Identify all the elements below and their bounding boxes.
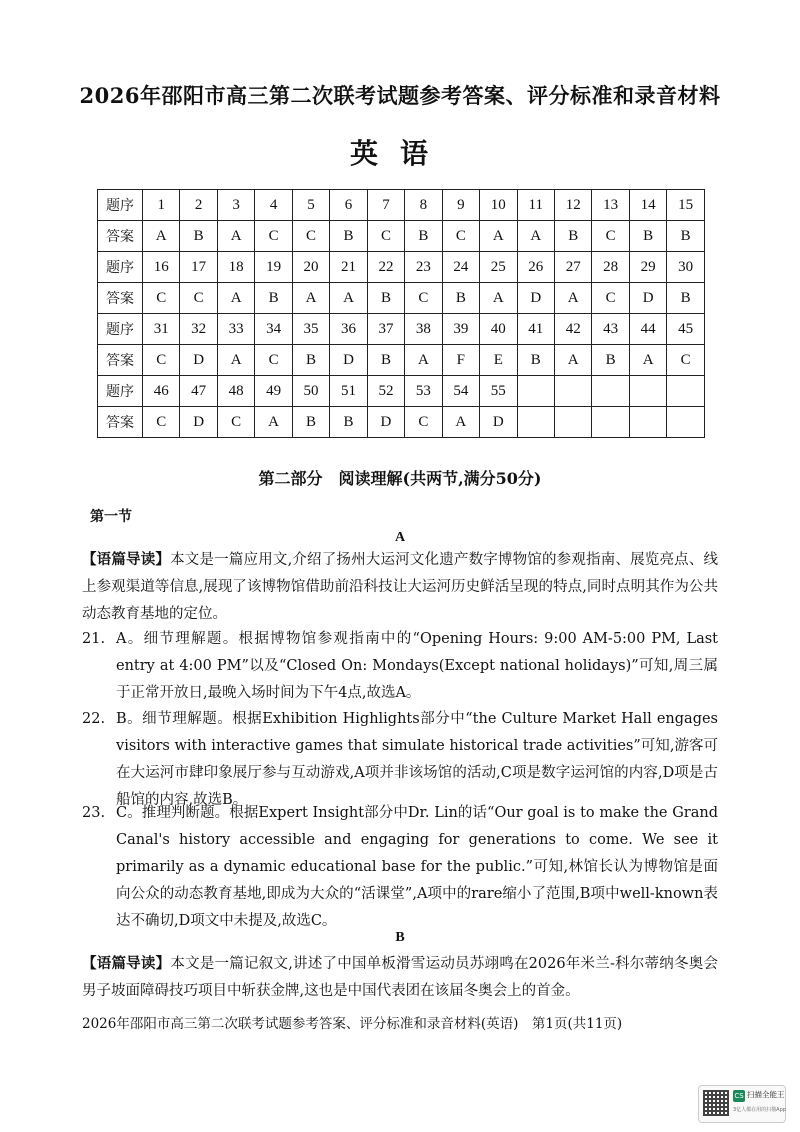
question-number-cell: 21 [330, 252, 367, 283]
question-number-cell: 34 [255, 314, 292, 345]
question-number-cell: 55 [480, 376, 517, 407]
question-number-cell: 33 [217, 314, 254, 345]
question-number-cell: 32 [180, 314, 217, 345]
answer-cell: F [442, 345, 479, 376]
question-number-row [98, 190, 705, 221]
answer-cell: C [592, 221, 629, 252]
answer-explanation: B。细节理解题。根据Exhibition Highlights部分中“the Culture Market Hall engages visitors with interactive games that simulate historical trade activities”可知,游客可在大运河市肆印象展厅参与互动游戏,A项并非该场馆的活动,C项是数字运河馆的内容,D项是古船馆的内容,故选B。 [116, 711, 718, 808]
answer-row [98, 221, 705, 252]
qr-code-icon [703, 1090, 729, 1116]
question-number-cell: 11 [517, 190, 554, 221]
question-number-cell: 9 [442, 190, 479, 221]
question-number-cell: 48 [217, 376, 254, 407]
answer-number: 21. [82, 631, 106, 647]
question-number-cell [592, 376, 629, 407]
answer-row [98, 407, 705, 438]
question-number-cell: 53 [405, 376, 442, 407]
question-number-cell: 4 [255, 190, 292, 221]
question-number-cell [554, 376, 591, 407]
question-number-cell: 40 [480, 314, 517, 345]
answer-cell [554, 407, 591, 438]
answer-explanation: C。推理判断题。根据Expert Insight部分中Dr. Lin的话“Our goal is to make the Grand Canal's history accessible and engaging for generations to come. We see it primarily as a dynamic educational base for the public.”可知,林馆长认为博物馆是面向公众的动态教育基地,即成为大众的“活课堂”,A项中的rare缩小了范围,B项中well-known表达不确切,D项文中未提及,故选C。 [116, 805, 718, 929]
answer-cell: C [143, 345, 180, 376]
question-number-cell: 52 [367, 376, 404, 407]
answer-cell: C [255, 345, 292, 376]
answer-cell: B [554, 221, 591, 252]
question-number-row-label: 题序 [98, 314, 143, 345]
answer-row [98, 345, 705, 376]
question-number-cell: 5 [292, 190, 329, 221]
answer-cell: C [292, 221, 329, 252]
question-number-row [98, 376, 705, 407]
answer-row-label: 答案 [98, 407, 143, 438]
question-number-row-label: 题序 [98, 376, 143, 407]
answer-cell: A [217, 283, 254, 314]
answer-cell: C [442, 221, 479, 252]
answer-cell: A [255, 407, 292, 438]
question-number-cell: 16 [143, 252, 180, 283]
question-number-cell: 39 [442, 314, 479, 345]
answer-cell: D [629, 283, 666, 314]
question-number-cell: 18 [217, 252, 254, 283]
answer-cell: A [143, 221, 180, 252]
answer-cell: D [517, 283, 554, 314]
answer-cell: A [442, 407, 479, 438]
question-number-cell: 12 [554, 190, 591, 221]
answer-cell [667, 407, 705, 438]
answer-item [82, 800, 718, 935]
answer-cell: D [330, 345, 367, 376]
answer-row [98, 283, 705, 314]
answer-explanation: A。细节理解题。根据博物馆参观指南中的“Opening Hours: 9:00 AM-5:00 PM, Last entry at 4:00 PM”以及“Closed On: Mondays(Except national holidays)”可知,周三属于正常开放日,最晚入场时间为下午4点,故选A。 [116, 631, 718, 701]
question-number-cell: 26 [517, 252, 554, 283]
question-number-cell: 45 [667, 314, 705, 345]
answer-cell: E [480, 345, 517, 376]
passage-a-guide [82, 546, 718, 628]
question-number-cell: 8 [405, 190, 442, 221]
answer-cell: C [180, 283, 217, 314]
answer-cell: A [217, 345, 254, 376]
question-number-cell: 44 [629, 314, 666, 345]
answer-cell: A [554, 345, 591, 376]
page-footer: 2026年邵阳市高三第二次联考试题参考答案、评分标准和录音材料(英语) 第1页(共11页) [82, 1016, 623, 1032]
answer-row-label: 答案 [98, 283, 143, 314]
question-number-cell: 36 [330, 314, 367, 345]
question-number-cell: 7 [367, 190, 404, 221]
scanner-name: 扫描全能王 [747, 1090, 785, 1099]
passage-b-guide [82, 950, 718, 1005]
question-number-cell: 10 [480, 190, 517, 221]
answer-cell: B [405, 221, 442, 252]
answer-cell: B [292, 345, 329, 376]
question-number-cell: 38 [405, 314, 442, 345]
scanner-watermark [698, 1085, 786, 1123]
answer-cell: A [554, 283, 591, 314]
answer-cell: B [629, 221, 666, 252]
answer-cell: A [217, 221, 254, 252]
question-number-cell: 42 [554, 314, 591, 345]
camscanner-logo-icon: CS [734, 1092, 744, 1100]
answer-cell [517, 407, 554, 438]
answer-cell: B [330, 407, 367, 438]
answer-cell: C [592, 283, 629, 314]
passage-b-letter: B [395, 930, 405, 945]
answer-number: 23. [82, 805, 106, 821]
question-number-cell: 25 [480, 252, 517, 283]
answer-cell [592, 407, 629, 438]
answer-number: 22. [82, 711, 106, 727]
question-number-cell: 13 [592, 190, 629, 221]
question-number-cell: 29 [629, 252, 666, 283]
question-number-cell: 31 [143, 314, 180, 345]
guide-tag: 【语篇导读】 [82, 551, 171, 568]
passage-a-letter: A [394, 530, 406, 545]
answer-cell: B [517, 345, 554, 376]
question-number-cell: 27 [554, 252, 591, 283]
answer-cell: C [405, 283, 442, 314]
answer-cell: C [143, 283, 180, 314]
scanner-subtitle: 3亿人都在用的扫描App [733, 1107, 786, 1113]
question-number-cell: 15 [667, 190, 705, 221]
section-label: 第一节 [90, 509, 132, 525]
answer-cell: B [442, 283, 479, 314]
question-number-cell: 51 [330, 376, 367, 407]
answer-cell: A [517, 221, 554, 252]
answer-cell: B [592, 345, 629, 376]
question-number-cell [629, 376, 666, 407]
question-number-cell: 1 [143, 190, 180, 221]
question-number-cell: 14 [629, 190, 666, 221]
question-number-cell: 23 [405, 252, 442, 283]
question-number-cell [667, 376, 705, 407]
answer-cell: C [143, 407, 180, 438]
subject-title: 英语 [349, 137, 450, 170]
question-number-cell: 3 [217, 190, 254, 221]
guide-text: 本文是一篇记叙文,讲述了中国单板滑雪运动员苏翊鸣在2026年米兰-科尔蒂纳冬奥会男子坡面障碍技巧项目中斩获金牌,这也是中国代表团在该届冬奥会上的首金。 [82, 956, 718, 999]
answer-cell: A [480, 283, 517, 314]
question-number-cell: 17 [180, 252, 217, 283]
answer-row-label: 答案 [98, 221, 143, 252]
answer-cell: A [292, 283, 329, 314]
answer-cell: C [367, 221, 404, 252]
question-number-cell: 49 [255, 376, 292, 407]
answer-cell: A [480, 221, 517, 252]
question-number-cell: 54 [442, 376, 479, 407]
answer-item [82, 706, 718, 814]
answer-cell: D [180, 345, 217, 376]
part-two-heading: 第二部分 阅读理解(共两节,满分50分) [258, 469, 542, 488]
guide-text: 本文是一篇应用文,介绍了扬州大运河文化遗产数字博物馆的参观指南、展览亮点、线上参观渠道等信息,展现了该博物馆借助前沿科技让大运河历史鲜活呈现的特点,同时点明其作为公共动态教育基地的定位。 [82, 552, 719, 622]
answer-cell: B [292, 407, 329, 438]
answer-cell: B [255, 283, 292, 314]
answer-cell: B [367, 345, 404, 376]
question-number-row [98, 252, 705, 283]
question-number-cell: 2 [180, 190, 217, 221]
answer-cell: B [330, 221, 367, 252]
answer-cell: A [405, 345, 442, 376]
question-number-cell: 47 [180, 376, 217, 407]
answer-row-label: 答案 [98, 345, 143, 376]
question-number-cell: 30 [667, 252, 705, 283]
answer-cell: C [255, 221, 292, 252]
answer-cell: B [180, 221, 217, 252]
question-number-cell: 50 [292, 376, 329, 407]
question-number-cell: 46 [143, 376, 180, 407]
question-number-row [98, 314, 705, 345]
answer-cell: B [667, 283, 705, 314]
question-number-cell [517, 376, 554, 407]
question-number-cell: 37 [367, 314, 404, 345]
answer-cell: C [217, 407, 254, 438]
question-number-cell: 24 [442, 252, 479, 283]
question-number-cell: 19 [255, 252, 292, 283]
answer-cell: D [367, 407, 404, 438]
question-number-cell: 41 [517, 314, 554, 345]
answer-cell: A [629, 345, 666, 376]
question-number-cell: 43 [592, 314, 629, 345]
document-title: 2026年邵阳市高三第二次联考试题参考答案、评分标准和录音材料 [79, 83, 721, 108]
answer-cell [629, 407, 666, 438]
question-number-cell: 20 [292, 252, 329, 283]
question-number-row-label: 题序 [98, 252, 143, 283]
answer-cell: C [405, 407, 442, 438]
question-number-row-label: 题序 [98, 190, 143, 221]
answer-item [82, 626, 718, 707]
answer-cell: D [180, 407, 217, 438]
question-number-cell: 28 [592, 252, 629, 283]
question-number-cell: 22 [367, 252, 404, 283]
answer-cell: D [480, 407, 517, 438]
guide-tag: 【语篇导读】 [82, 955, 171, 972]
answer-cell: A [330, 283, 367, 314]
answer-table [97, 189, 705, 438]
question-number-cell: 35 [292, 314, 329, 345]
question-number-cell: 6 [330, 190, 367, 221]
answer-cell: C [667, 345, 705, 376]
answer-cell: B [667, 221, 705, 252]
answer-cell: B [367, 283, 404, 314]
